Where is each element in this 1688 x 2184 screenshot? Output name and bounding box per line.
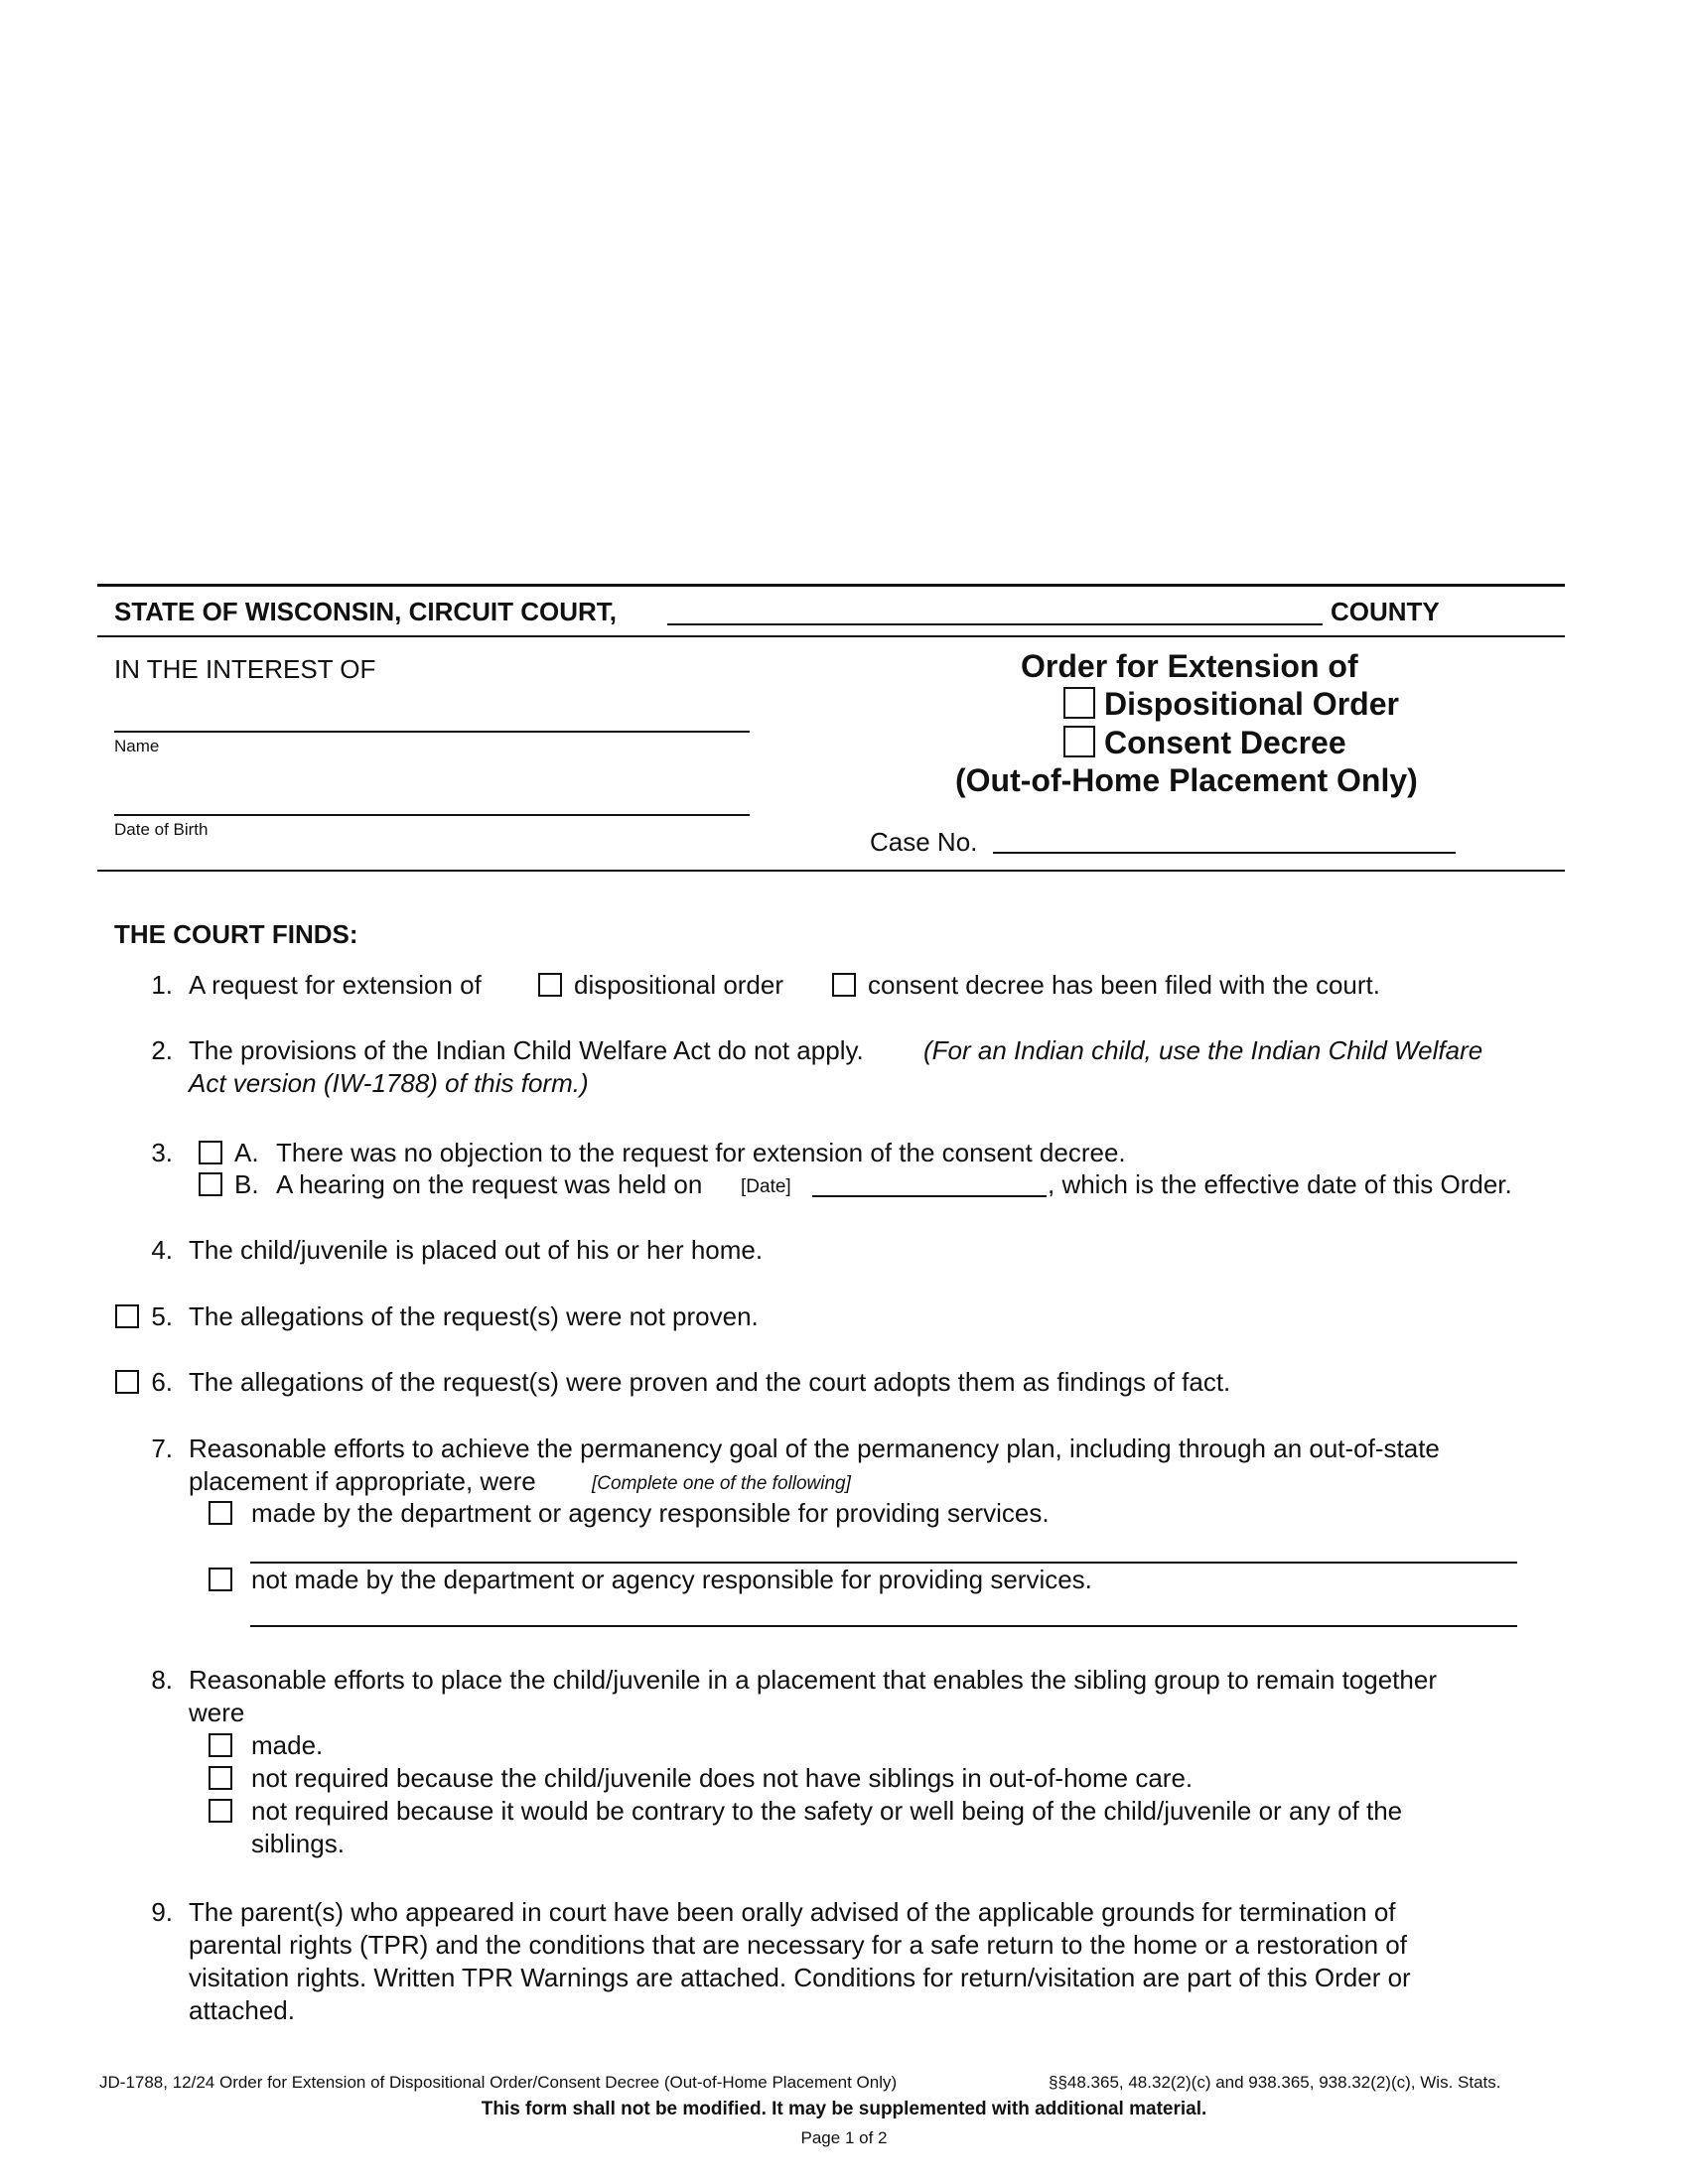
item-3b-checkbox[interactable] [199,1172,222,1196]
item-7-made-checkbox[interactable] [209,1501,232,1525]
item-7-not-made-checkbox[interactable] [209,1568,232,1591]
item-1-number: 1. [151,970,173,1000]
item-8-made-checkbox[interactable] [209,1733,232,1757]
item-2-text: The provisions of the Indian Child Welfare Act do not apply. [189,1035,864,1065]
item-3b-label: B. [234,1169,259,1199]
item-7-made-text: made by the department or agency responsible for providing services. [251,1498,1050,1528]
county-name-field[interactable] [667,623,1323,625]
placement-subtitle: (Out-of-Home Placement Only) [955,762,1418,798]
item-6-text: The allegations of the request(s) were proven and the court adopts them as findings of fact. [189,1367,1231,1397]
item-6-checkbox[interactable] [115,1370,139,1394]
item-9-line4: attached. [189,1995,295,2025]
item-7-not-made-text: not made by the department or agency responsible for providing services. [251,1565,1092,1594]
item-8-no-siblings-checkbox[interactable] [209,1766,232,1790]
item-7-number: 7. [151,1433,173,1463]
item-2-number: 2. [151,1035,173,1065]
item-2-note-line1: (For an Indian child, use the Indian Child Welfare [923,1035,1483,1065]
item-7-line2: placement if appropriate, were [189,1466,536,1496]
item-8-line2: were [189,1698,245,1727]
dispositional-order-title: Dispositional Order [1104,686,1399,722]
item-8-contrary-line1: not required because it would be contrary to the safety or well being of the child/juvenile or any of the [251,1796,1403,1826]
item-1-consent-checkbox[interactable] [832,973,856,997]
caption-bottom-rule [97,870,1565,872]
footer-statutes: §§48.365, 48.32(2)(c) and 938.365, 938.32(2)(c), Wis. Stats. [1049,2073,1501,2092]
dispositional-order-checkbox[interactable] [1063,687,1095,719]
item-7-instruction: [Complete one of the following] [592,1473,851,1494]
footer-notice: This form shall not be modified. It may be supplemented with additional material. [481,2099,1207,2119]
name-label: Name [114,737,160,755]
item-5-checkbox[interactable] [115,1304,139,1328]
item-2-note-line2: Act version (IW-1788) of this form.) [189,1068,589,1098]
item-3a-label: A. [234,1138,259,1167]
page-number: Page 1 of 2 [800,2128,888,2147]
item-6-number: 6. [151,1367,173,1397]
item-1-consent-label: consent decree has been filed with the court. [868,970,1380,1000]
item-8-contrary-checkbox[interactable] [209,1799,232,1823]
item-3b-text: A hearing on the request was held on [276,1169,703,1199]
item-9-line3: visitation rights. Written TPR Warnings are attached. Conditions for return/visitation are part of this Order or [189,1963,1411,1992]
item-5-number: 5. [151,1301,173,1331]
item-1-dispositional-label: dispositional order [574,970,784,1000]
item-4-text: The child/juvenile is placed out of his or her home. [189,1235,764,1265]
dob-field[interactable] [114,814,750,816]
court-label: STATE OF WISCONSIN, CIRCUIT COURT, [114,597,618,626]
item-1-text: A request for extension of [189,970,482,1000]
header-top-rule [97,584,1565,587]
item-9-number: 9. [151,1897,173,1927]
item-3b-date-label: [Date] [741,1176,791,1197]
item-5-text: The allegations of the request(s) were not proven. [189,1301,759,1331]
court-finds-heading: THE COURT FINDS: [114,919,358,949]
item-9-line2: parental rights (TPR) and the conditions that are necessary for a safe return to the home or a restoration of [189,1930,1407,1960]
item-9-line1: The parent(s) who appeared in court have been orally advised of the applicable grounds for termination of [189,1897,1396,1927]
item-3b-date-field[interactable] [812,1195,1047,1197]
item-7-not-made-explanation-field[interactable] [250,1625,1517,1627]
item-3a-text: There was no objection to the request for extension of the consent decree. [276,1138,1126,1167]
item-8-number: 8. [151,1665,173,1695]
case-no-label: Case No. [870,827,978,857]
order-title: Order for Extension of [1021,648,1358,684]
dob-label: Date of Birth [114,820,209,839]
header-bottom-rule [97,635,1565,637]
item-3b-tail: , which is the effective date of this Order. [1048,1169,1512,1199]
consent-decree-title: Consent Decree [1104,725,1346,760]
item-4-number: 4. [151,1235,173,1265]
item-1-dispositional-checkbox[interactable] [538,973,562,997]
item-3-number: 3. [151,1138,173,1167]
footer-form-id: JD-1788, 12/24 Order for Extension of Dispositional Order/Consent Decree (Out-of-Home Placement Only) [99,2073,898,2092]
county-label: COUNTY [1331,597,1440,626]
item-8-no-siblings-text: not required because the child/juvenile does not have siblings in out-of-home care. [251,1763,1194,1793]
interest-of-label: IN THE INTEREST OF [114,654,376,684]
case-no-field[interactable] [993,852,1456,854]
item-8-made-text: made. [251,1730,324,1760]
item-7-line1: Reasonable efforts to achieve the permanency goal of the permanency plan, including through an out-of-state [189,1433,1440,1463]
item-8-line1: Reasonable efforts to place the child/juvenile in a placement that enables the sibling group to remain together [189,1665,1437,1695]
name-field[interactable] [114,731,750,733]
item-8-contrary-line2: siblings. [251,1829,345,1858]
item-3a-checkbox[interactable] [199,1141,222,1164]
consent-decree-checkbox[interactable] [1063,726,1095,757]
